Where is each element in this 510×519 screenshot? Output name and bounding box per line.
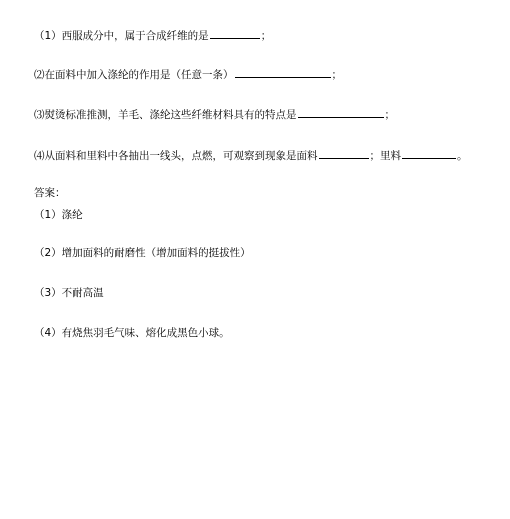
answer-blank-2 <box>235 67 331 78</box>
question-1 <box>34 28 271 43</box>
question-2 <box>34 67 342 82</box>
answer-blank-3 <box>298 107 384 118</box>
answer-blank-4a <box>319 148 369 159</box>
answer-blank-4b <box>402 148 456 159</box>
answer-1: （1）涤纶 <box>34 209 83 221</box>
answer-4: （4）有烧焦羽毛气味、熔化成黑色小球。 <box>34 327 230 339</box>
question-3-end: ； <box>384 109 395 121</box>
question-4-end: 。 <box>457 150 468 162</box>
question-4-mid: ；里料 <box>369 150 401 162</box>
question-2-end: ； <box>331 69 342 81</box>
question-3 <box>34 107 395 122</box>
question-4-text: ⑷从面料和里料中各抽出一线头，点燃，可观察到现象是面料 <box>34 150 318 162</box>
answer-blank-1 <box>210 28 260 39</box>
question-3-text: ⑶熨烫标准推测，羊毛、涤纶这些纤维材料具有的特点是 <box>34 109 297 121</box>
answer-3: （3）不耐高温 <box>34 287 104 299</box>
question-1-end: ； <box>260 30 272 42</box>
question-1-text: （1）西服成分中，属于合成纤维的是 <box>34 30 209 42</box>
question-2-text: ⑵在面料中加入涤纶的作用是（任意一条） <box>34 69 234 81</box>
answer-2: （2）增加面料的耐磨性（增加面料的挺拔性） <box>34 247 251 259</box>
question-4 <box>34 148 468 163</box>
answers-heading: 答案： <box>34 187 66 199</box>
